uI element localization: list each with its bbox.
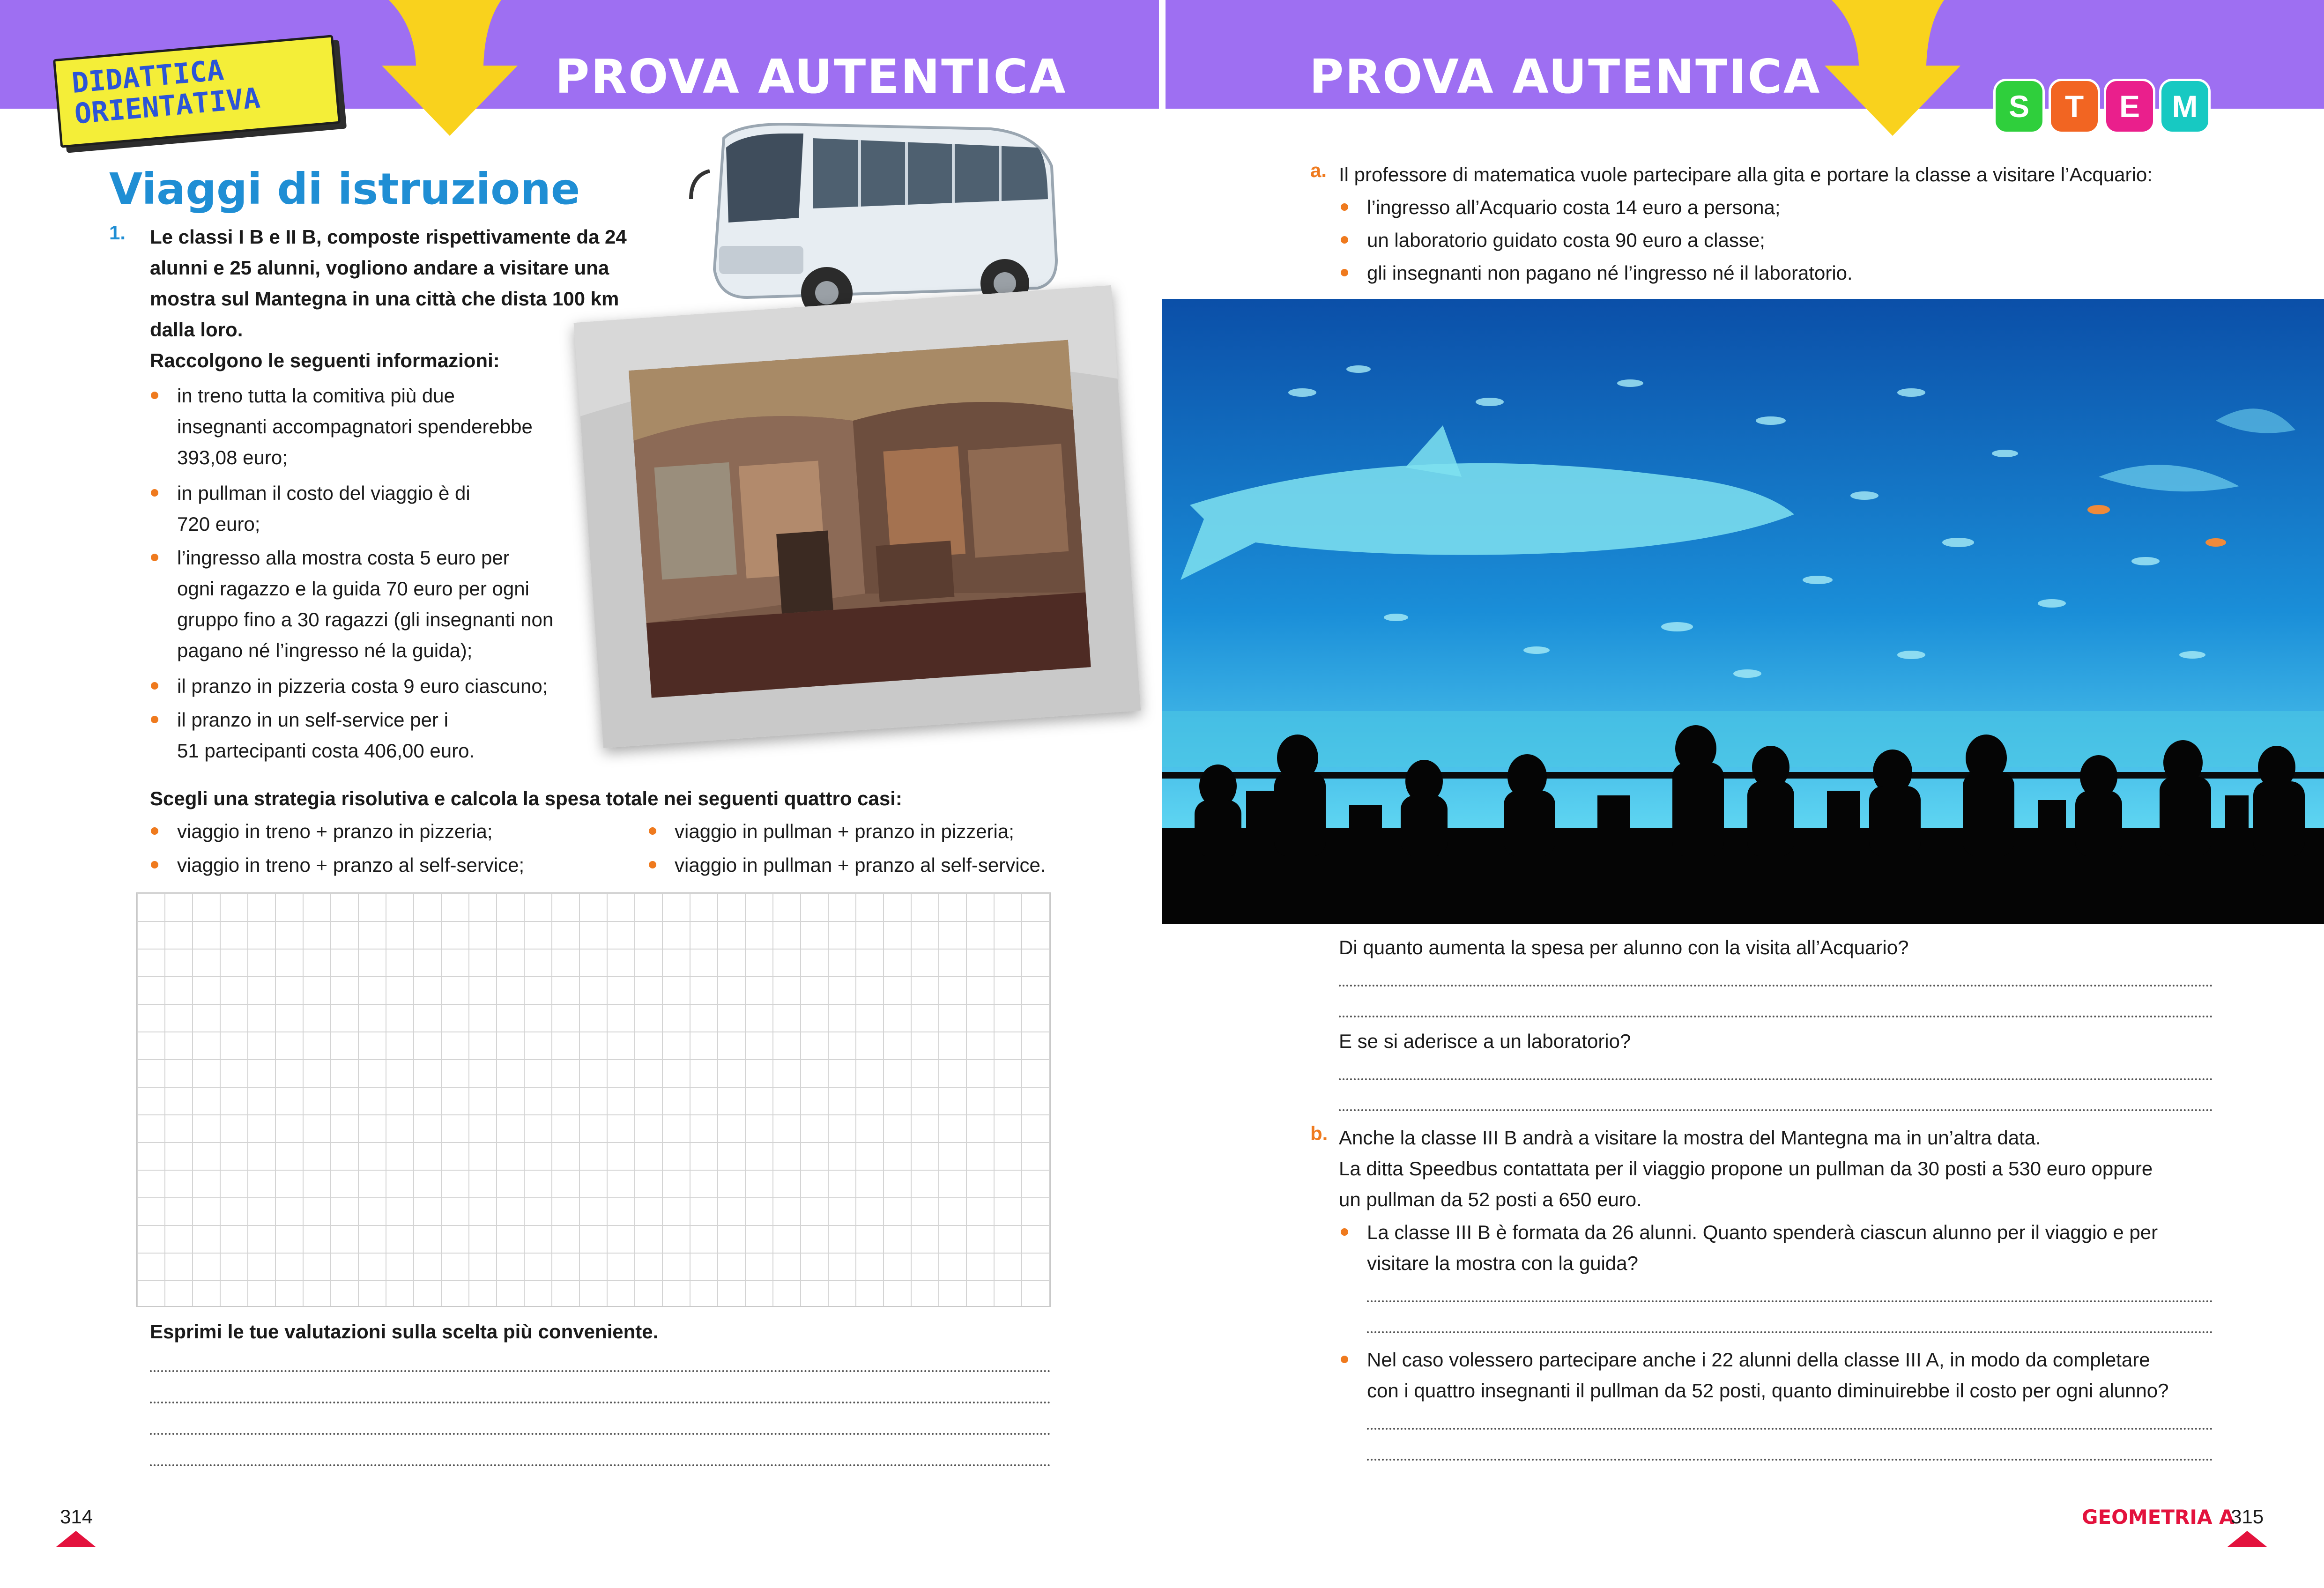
info-5-line-2: 51 partecipanti costa 406,00 euro. xyxy=(177,740,475,762)
part-b-label: b. xyxy=(1310,1122,1328,1144)
part-a-label: a. xyxy=(1310,159,1327,181)
bullet xyxy=(1341,1356,1348,1363)
part-b-line-3: un pullman da 52 posti a 650 euro. xyxy=(1339,1188,1642,1210)
bullet xyxy=(151,392,158,399)
page-number-right: 315 xyxy=(2231,1506,2264,1528)
bullet xyxy=(1341,203,1348,211)
stem-m-badge: M xyxy=(2159,79,2211,134)
part-b-line-1: Anche la classe III B andrà a visitare la mostra del Mantegna ma in un’altra data. xyxy=(1339,1127,2041,1149)
bullet xyxy=(151,489,158,497)
part-a-item-2: un laboratorio guidato costa 90 euro a classe; xyxy=(1367,229,1765,251)
answer-line[interactable] xyxy=(1367,1300,2213,1302)
info-1-line-3: 393,08 euro; xyxy=(177,446,288,468)
info-3-line-2: ogni ragazzo e la guida 70 euro per ogni xyxy=(177,578,529,600)
question-2: E se si aderisce a un laboratorio? xyxy=(1339,1030,1631,1052)
bullet xyxy=(151,827,158,835)
part-b-item-2-line-2: con i quattro insegnanti il pullman da 52 posti, quanto diminuirebbe il costo per ogni alunno? xyxy=(1367,1380,2169,1402)
info-2-line-2: 720 euro; xyxy=(177,513,260,535)
bullet xyxy=(151,682,158,690)
bullet xyxy=(649,827,656,835)
footer-section-label: GEOMETRIA A xyxy=(2082,1506,2235,1529)
part-b-item-1-line-1: La classe III B è formata da 26 alunni. Quanto spenderà ciascun alunno per il viaggio e per xyxy=(1367,1221,2158,1243)
bullet xyxy=(151,554,158,561)
answer-line[interactable] xyxy=(150,1370,1051,1372)
strategy-prompt: Scegli una strategia risolutiva e calcola la spesa totale nei seguenti quattro casi: xyxy=(150,787,902,809)
bullet xyxy=(151,716,158,723)
part-b-line-2: La ditta Speedbus contattata per il viaggio propone un pullman da 30 posti a 530 euro oppure xyxy=(1339,1158,2153,1180)
answer-line[interactable] xyxy=(1339,985,2213,987)
answer-line[interactable] xyxy=(1367,1459,2213,1461)
case-2: viaggio in treno + pranzo al self-service; xyxy=(177,854,525,876)
badge-text: DIDATTICA ORIENTATIVA xyxy=(70,53,262,131)
part-b-item-1-line-2: visitare la mostra con la guida? xyxy=(1367,1252,1638,1274)
bullet xyxy=(649,861,656,868)
answer-line[interactable] xyxy=(150,1464,1051,1466)
mantegna-room-photo xyxy=(574,285,1141,748)
intro-line-2: alunni e 25 alunni, vogliono andare a visitare una xyxy=(150,257,609,279)
answer-grid[interactable] xyxy=(136,892,1051,1307)
bullet xyxy=(1341,236,1348,244)
arrow-down-icon-right xyxy=(1804,0,1982,141)
case-3: viaggio in pullman + pranzo in pizzeria; xyxy=(675,820,1014,842)
exercise-number: 1. xyxy=(109,222,126,244)
info-3-line-3: gruppo fino a 30 ragazzi (gli insegnanti non xyxy=(177,608,554,631)
info-1-line-2: insegnanti accompagnatori spenderebbe xyxy=(177,416,533,438)
info-2-line-1: in pullman il costo del viaggio è di xyxy=(177,482,470,504)
answer-line[interactable] xyxy=(150,1433,1051,1435)
page-number-left: 314 xyxy=(60,1506,93,1528)
aquarium-photo xyxy=(1162,299,2324,924)
part-a-item-3: gli insegnanti non pagano né l’ingresso né il laboratorio. xyxy=(1367,262,1853,284)
info-3-line-4: pagano né l’ingresso né la guida); xyxy=(177,639,473,661)
question-1: Di quanto aumenta la spesa per alunno con la visita all’Acquario? xyxy=(1339,936,1909,958)
stem-t-badge: T xyxy=(2049,79,2100,134)
answer-line[interactable] xyxy=(150,1402,1051,1403)
info-5-line-1: il pranzo in un self-service per i xyxy=(177,709,448,731)
bullet xyxy=(151,861,158,868)
part-a-text: Il professore di matematica vuole partecipare alla gita e portare la classe a visitare l’Acquario: xyxy=(1339,163,2153,186)
stem-e-badge: E xyxy=(2104,79,2155,134)
section-heading: Viaggi di istruzione xyxy=(109,164,580,214)
evaluation-prompt: Esprimi le tue valutazioni sulla scelta più conveniente. xyxy=(150,1321,659,1343)
intro-line-4: dalla loro. xyxy=(150,319,243,341)
arrow-down-icon-left xyxy=(361,0,539,141)
stem-s-badge: S xyxy=(1993,79,2045,134)
bullet xyxy=(1341,1228,1348,1236)
intro-line-1: Le classi I B e II B, composte rispettivamente da 24 xyxy=(150,226,627,248)
intro-line-3: mostra sul Mantegna in una città che dista 100 km xyxy=(150,288,619,310)
answer-line[interactable] xyxy=(1367,1331,2213,1333)
part-a-item-1: l’ingresso all’Acquario costa 14 euro a persona; xyxy=(1367,196,1781,218)
page-title-right: PROVA AUTENTICA xyxy=(1309,49,1821,104)
answer-line[interactable] xyxy=(1367,1428,2213,1430)
info-1-line-1: in treno tutta la comitiva più due xyxy=(177,385,455,407)
info-4-line-1: il pranzo in pizzeria costa 9 euro ciascuno; xyxy=(177,675,548,697)
case-4: viaggio in pullman + pranzo al self-service. xyxy=(675,854,1046,876)
part-b-item-2-line-1: Nel caso volessero partecipare anche i 22 alunni della classe III A, in modo da completare xyxy=(1367,1349,2150,1371)
bullet xyxy=(1341,269,1348,276)
page-marker-icon xyxy=(56,1531,96,1549)
page-title-left: PROVA AUTENTICA xyxy=(555,49,1067,104)
collect-info-label: Raccolgono le seguenti informazioni: xyxy=(150,349,500,371)
info-3-line-1: l’ingresso alla mostra costa 5 euro per xyxy=(177,547,510,569)
answer-line[interactable] xyxy=(1339,1109,2213,1111)
page-marker-icon xyxy=(2227,1531,2267,1549)
answer-line[interactable] xyxy=(1339,1016,2213,1017)
case-1: viaggio in treno + pranzo in pizzeria; xyxy=(177,820,493,842)
answer-line[interactable] xyxy=(1339,1078,2213,1080)
